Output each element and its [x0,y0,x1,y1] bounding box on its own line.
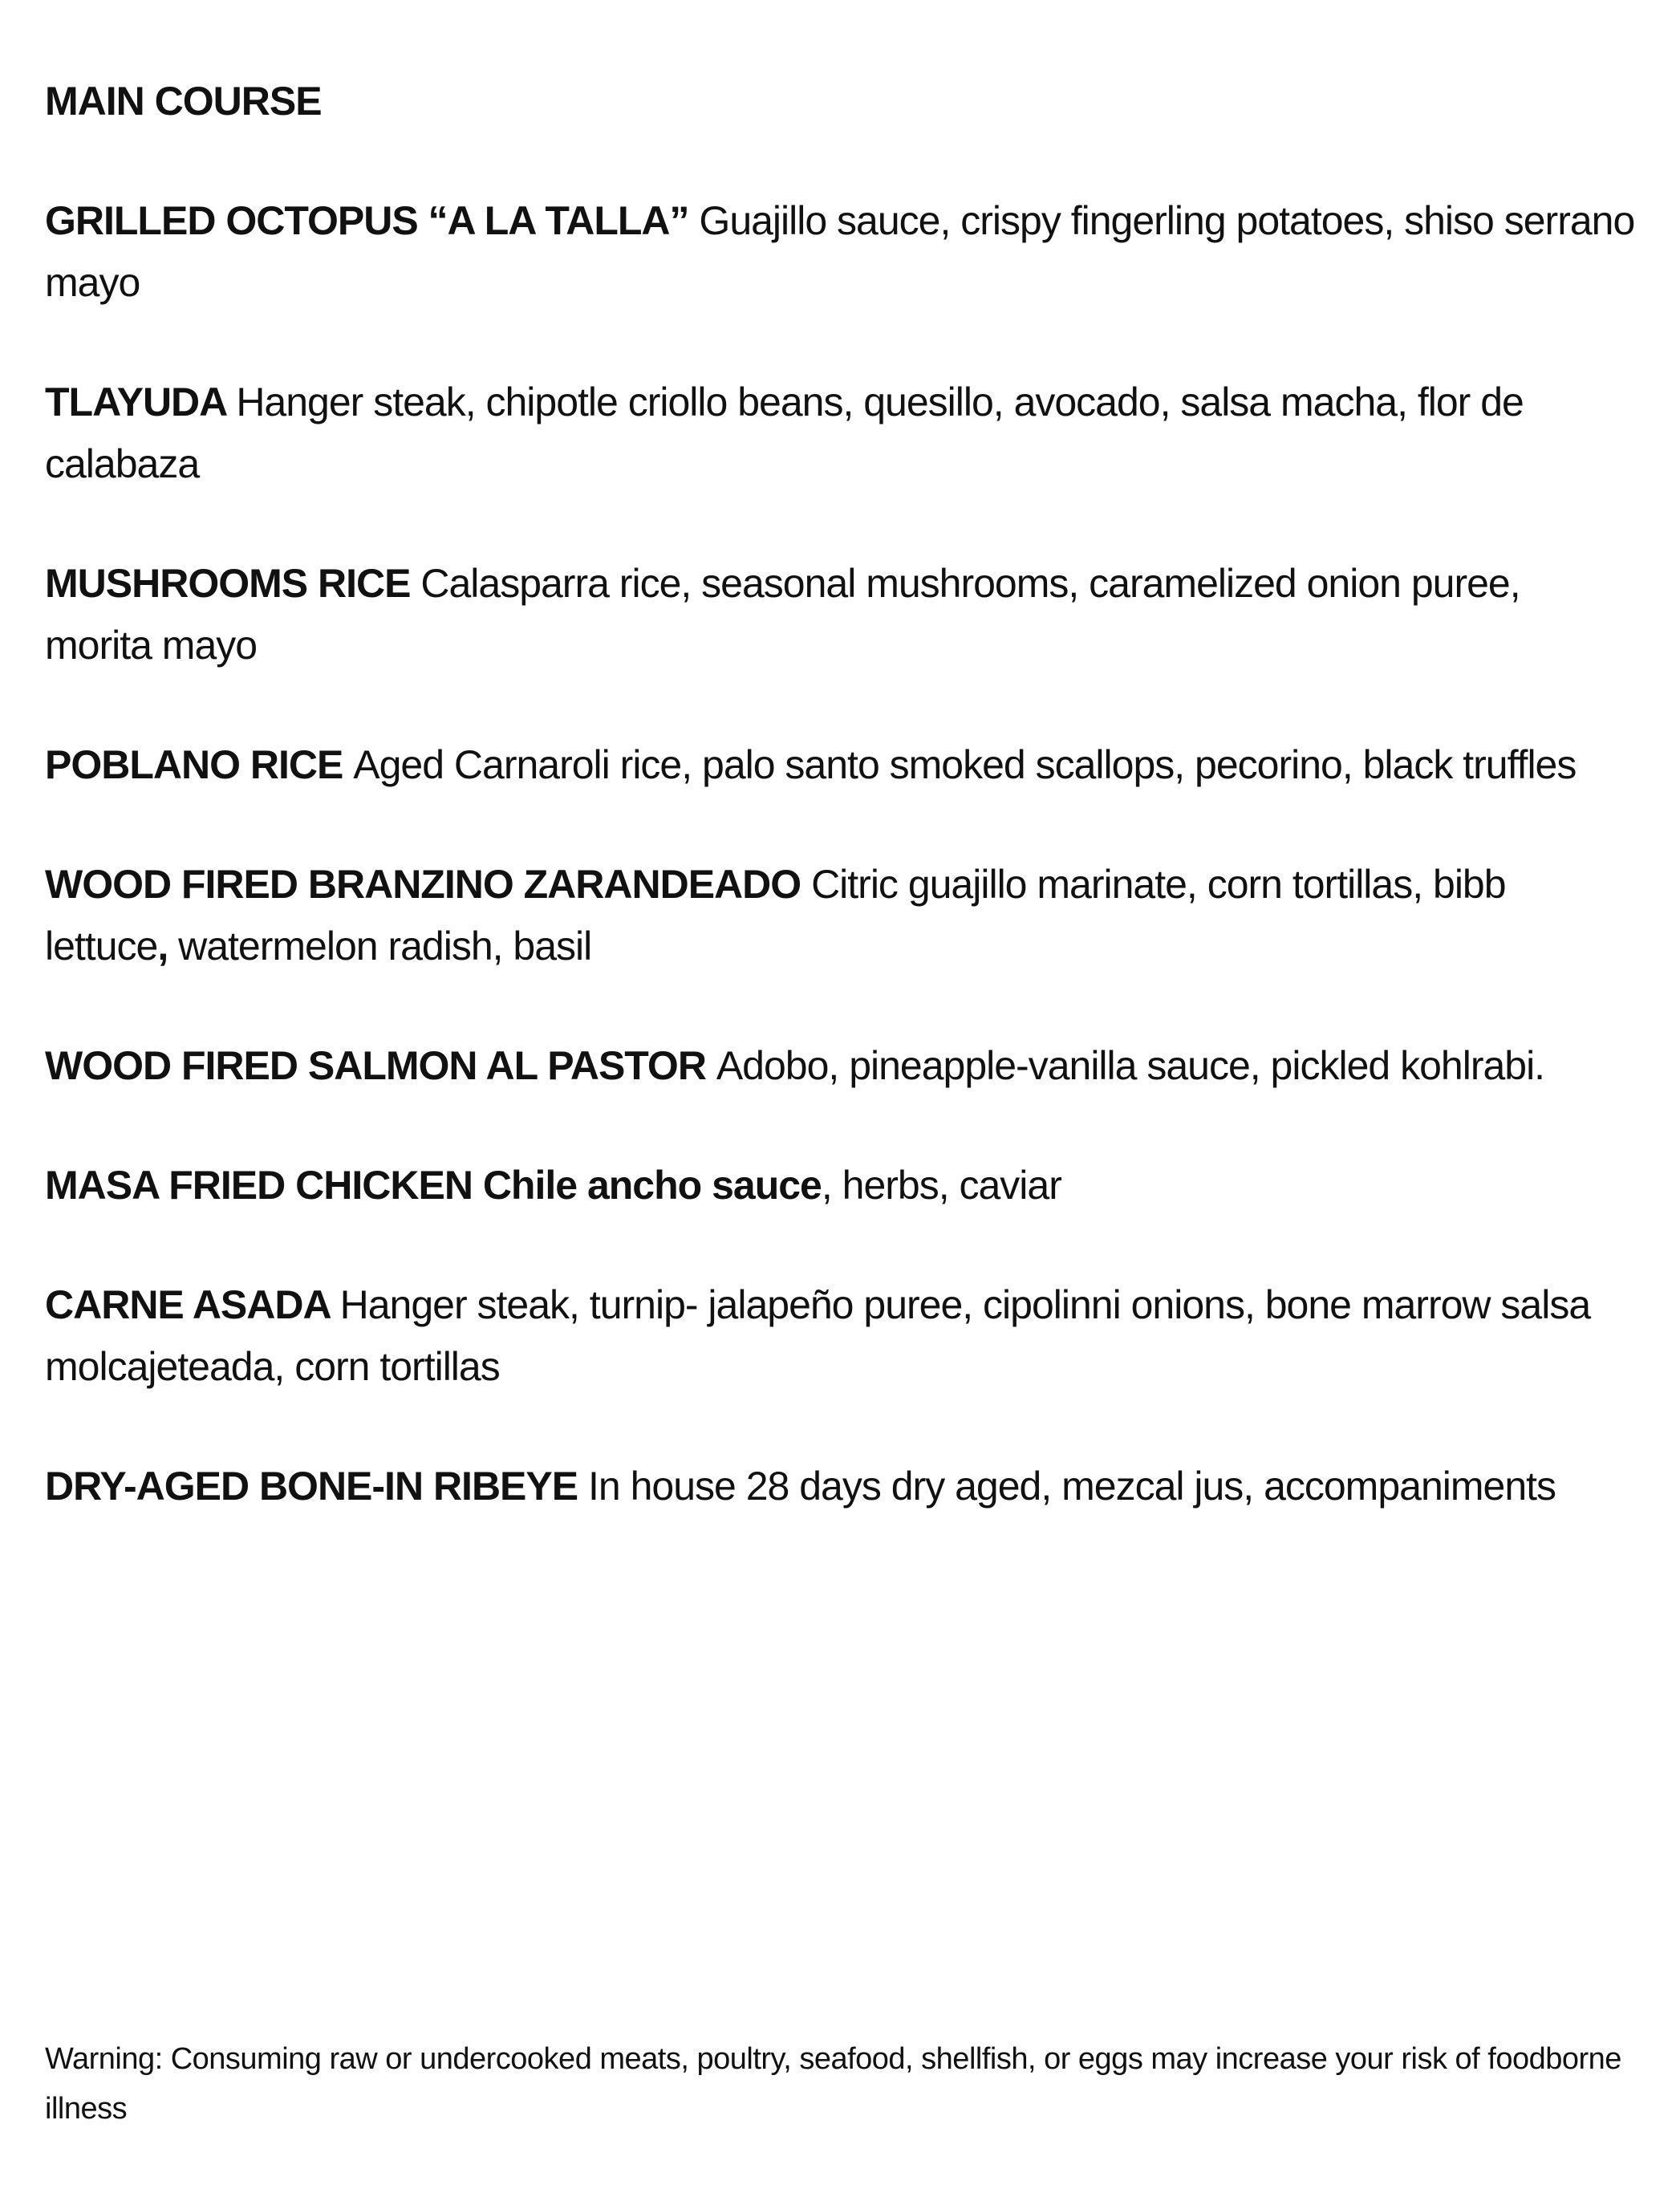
warning-text: Warning: Consuming raw or undercooked meats, poultry, seafood, shellfish, or eggs may increase your risk of foodborne illness [45,2042,1621,2126]
menu-item [45,372,1635,495]
menu-item [45,1035,1635,1097]
item-name: GRILLED OCTOPUS “A LA TALLA” [45,198,700,243]
item-name: TLAYUDA [45,380,237,424]
menu-item [45,734,1635,796]
item-name: CARNE ASADA [45,1282,340,1327]
item-description: Guajillo sauce, crispy fingerling potatoes, shiso serrano mayo [45,198,1635,305]
section-title: MAIN COURSE [45,79,322,124]
menu-item [45,1274,1635,1398]
item-description: Calasparra rice, seasonal mushrooms, caramelized onion puree, morita mayo [45,561,1520,668]
item-description: Citric guajillo marinate, corn tortillas, bibb lettuce [45,862,1506,969]
item-description: , herbs, caviar [821,1163,1061,1208]
menu-item [45,854,1635,977]
menu-item [45,553,1635,676]
item-name: MUSHROOMS RICE [45,561,421,606]
item-name: WOOD FIRED BRANZINO ZARANDEADO [45,862,812,907]
menu-item [45,1456,1635,1517]
item-description: Aged Carnaroli rice, palo santo smoked scallops, pecorino, black truffles [353,742,1577,787]
item-description: Hanger steak, turnip- jalapeño puree, cipolinni onions, bone marrow salsa molcajeteada, corn tortillas [45,1282,1591,1389]
item-description: Hanger steak, chipotle criollo beans, quesillo, avocado, salsa macha, flor de calabaza [45,380,1524,486]
item-description: Adobo, pineapple-vanilla sauce, pickled kohlrabi. [716,1043,1545,1088]
item-description: watermelon radish, basil [168,924,592,969]
item-description: In house 28 days dry aged, mezcal jus, accompaniments [588,1464,1556,1509]
item-name: DRY-AGED BONE-IN RIBEYE [45,1464,589,1509]
menu-item-list [45,190,1635,1575]
item-name: POBLANO RICE [45,742,354,787]
item-name: , [157,924,168,969]
item-name: WOOD FIRED SALMON AL PASTOR [45,1043,716,1088]
item-name: MASA FRIED CHICKEN Chile ancho sauce [45,1163,822,1208]
menu-item [45,1155,1635,1216]
menu-item [45,190,1635,314]
